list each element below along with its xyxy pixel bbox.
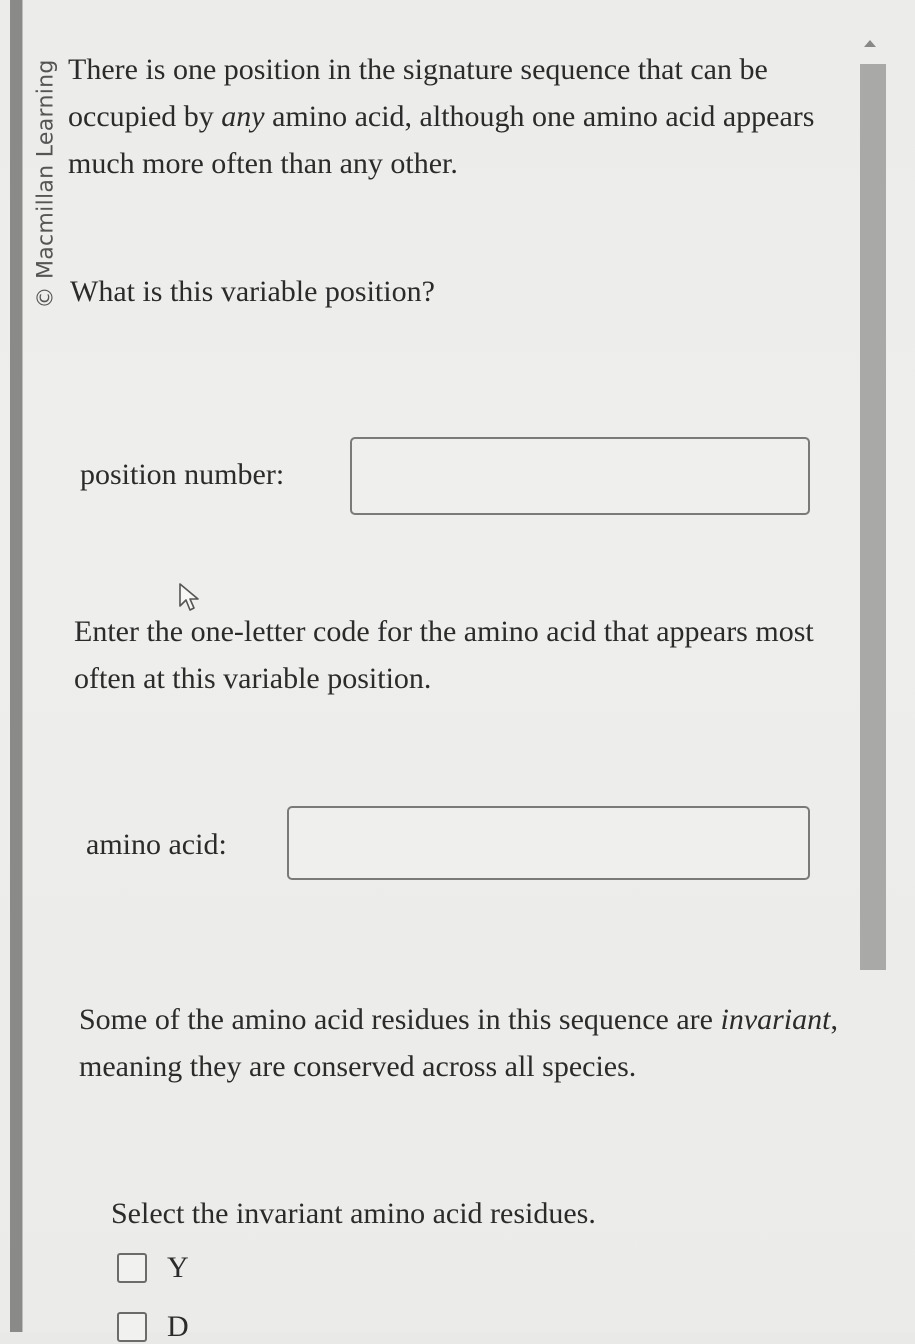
amino-acid-label: amino acid: — [86, 828, 227, 861]
select-prompt: Select the invariant amino acid residues. — [111, 1197, 596, 1230]
option-row-d[interactable] — [117, 1310, 189, 1344]
option-label-d: D — [167, 1310, 189, 1343]
invariant-paragraph — [79, 996, 859, 1090]
copyright-watermark: © Macmillan Learning — [33, 59, 59, 309]
option-row-y[interactable] — [117, 1251, 189, 1285]
question-text: What is this variable position? — [70, 275, 435, 308]
position-number-label: position number: — [80, 458, 285, 491]
intro-emphasis: any — [221, 100, 265, 133]
checkbox-d[interactable] — [117, 1312, 147, 1342]
invariant-emphasis: invariant — [720, 1003, 831, 1036]
invariant-text-after: , meaning they are conserved across all species. — [79, 1003, 838, 1083]
invariant-text-before: Some of the amino acid residues in this sequence are — [79, 1003, 721, 1036]
scrollbar-thumb[interactable] — [860, 64, 886, 970]
left-border — [10, 0, 23, 1332]
intro-text-part2: amino acid, although one amino acid appears much more often than any other. — [68, 100, 815, 180]
amino-acid-input[interactable] — [287, 806, 810, 880]
position-number-input[interactable] — [350, 437, 810, 515]
checkbox-y[interactable] — [117, 1253, 147, 1283]
enter-code-prompt: Enter the one-letter code for the amino acid that appears most often at this variable position. — [74, 615, 814, 695]
intro-paragraph — [68, 46, 858, 187]
intro-text-part1: There is one position in the signature sequence that can be occupied by — [68, 53, 768, 133]
option-label-y: Y — [167, 1251, 189, 1284]
scroll-up-arrow-icon[interactable] — [864, 40, 876, 47]
